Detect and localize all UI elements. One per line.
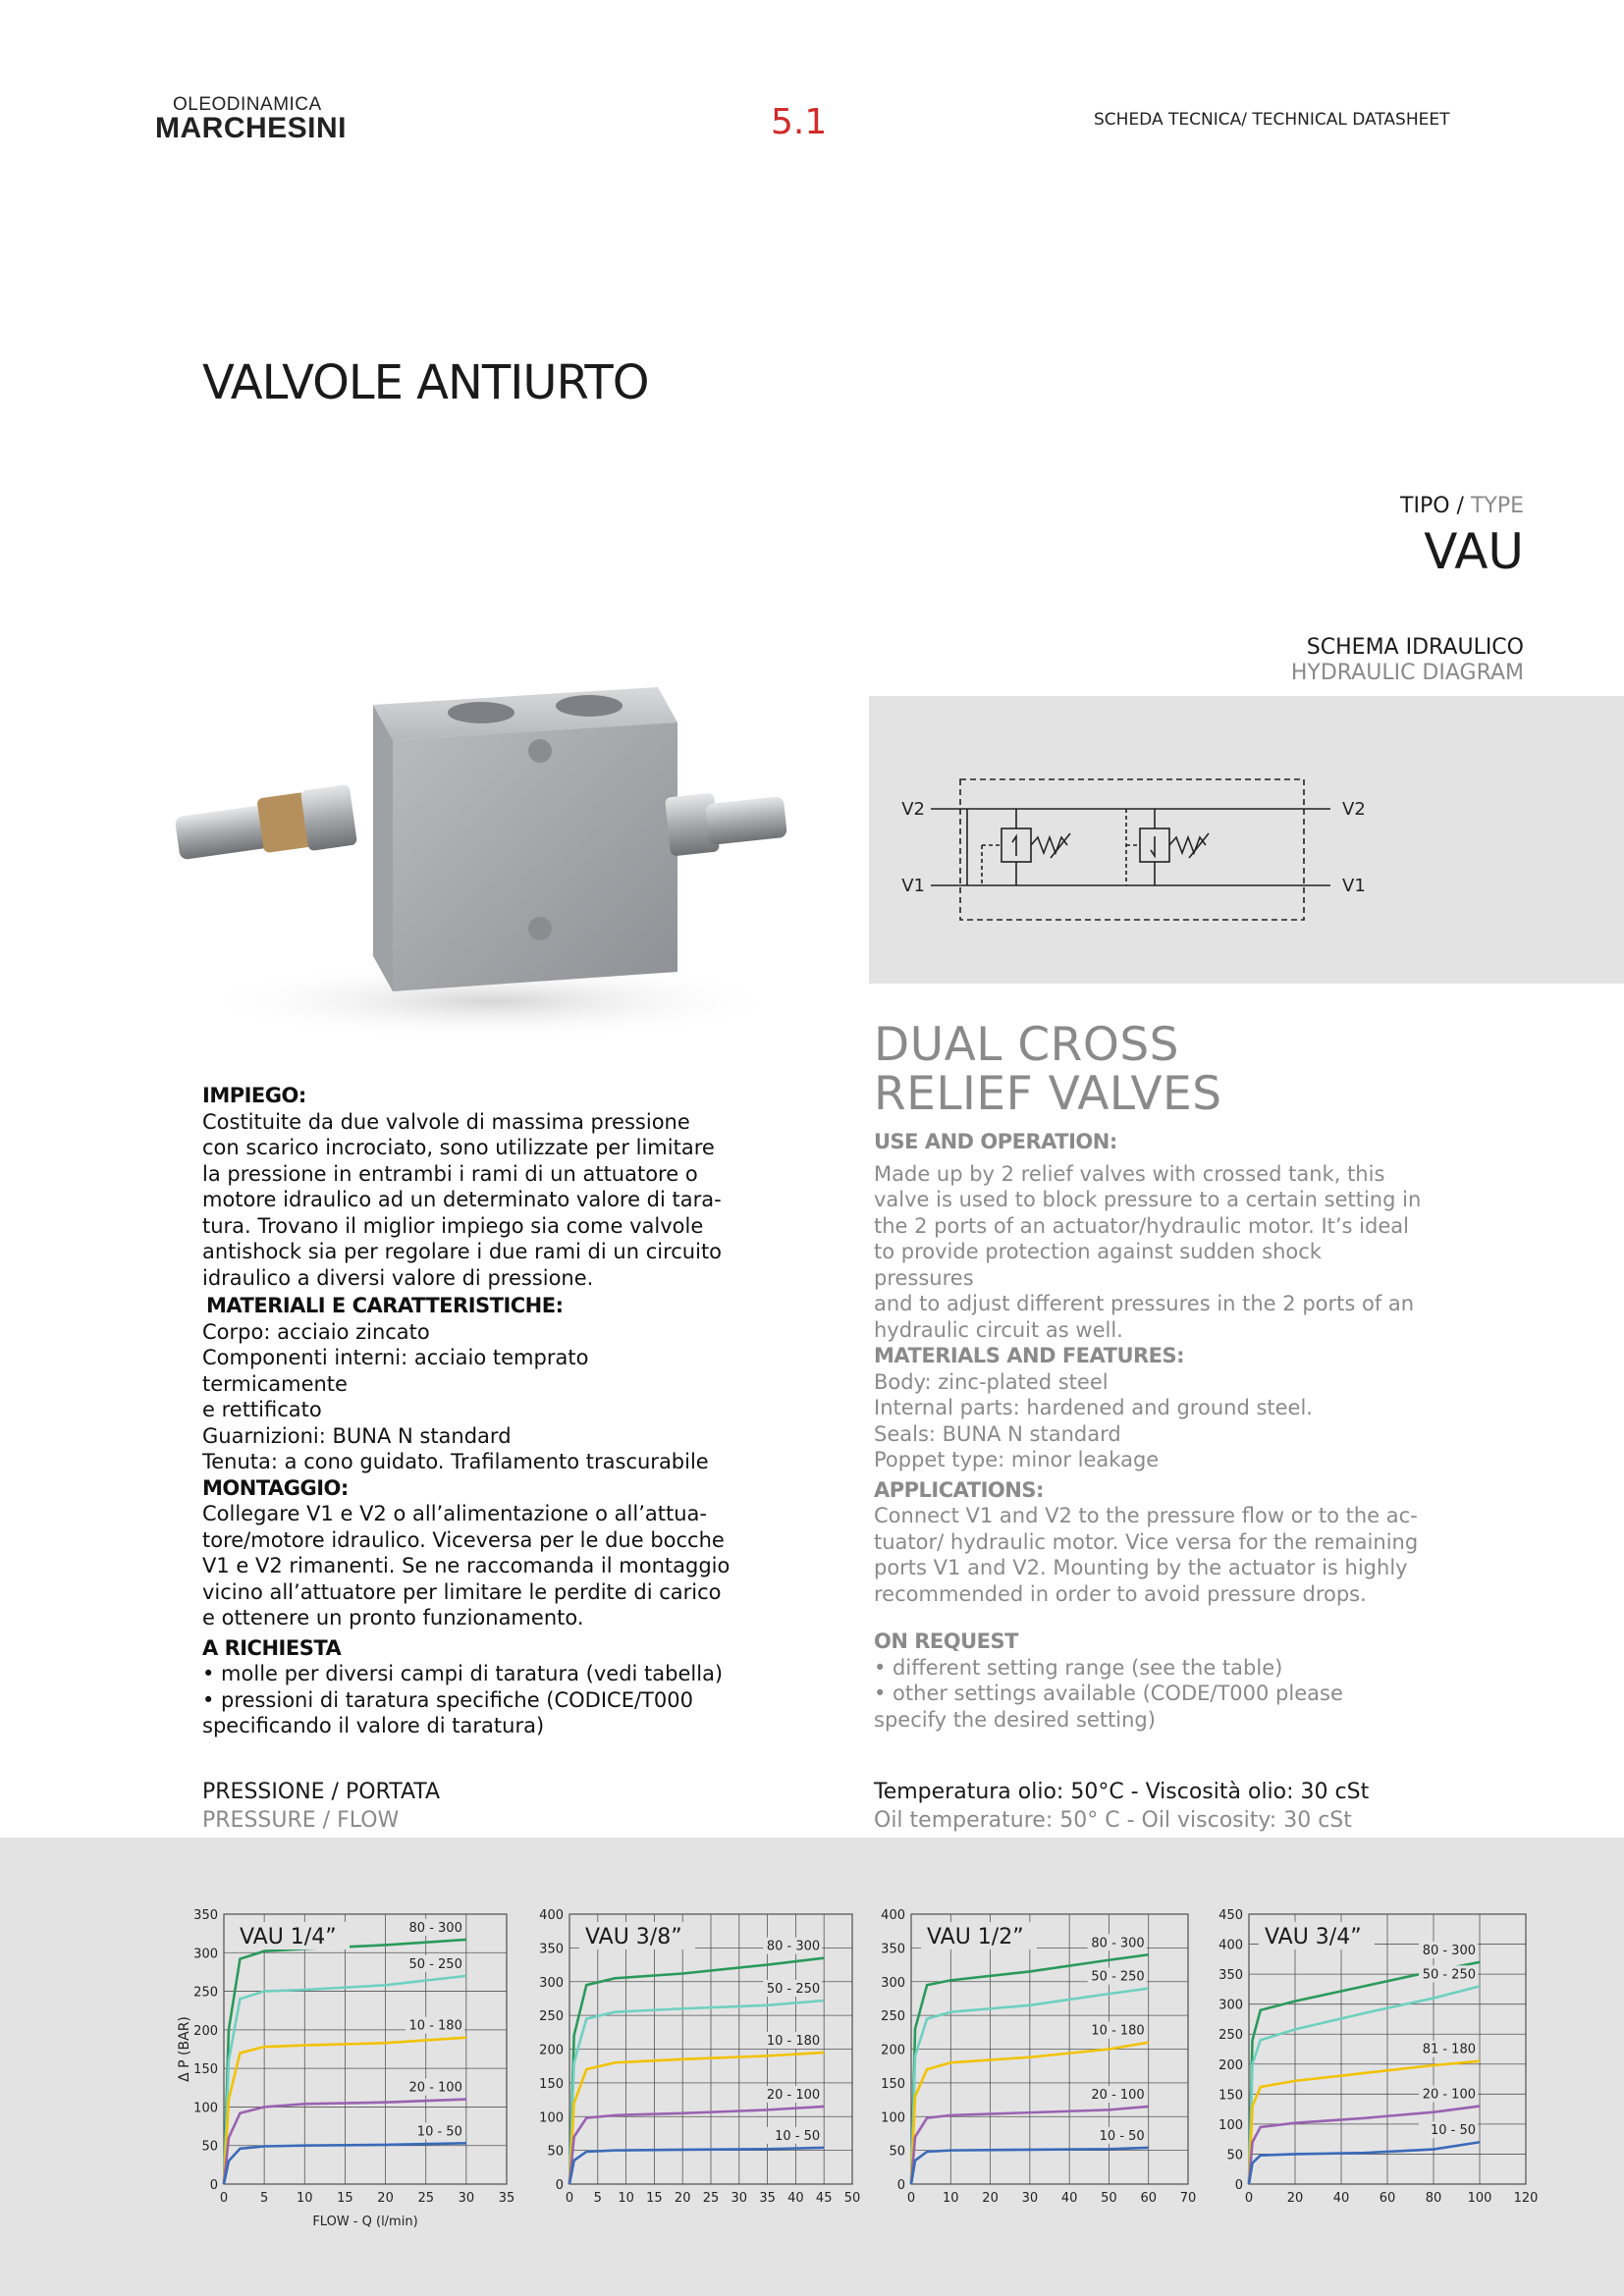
- chart-x-tick-label: 0: [1244, 2191, 1254, 2206]
- chart-series-label: 10 - 50: [775, 2128, 821, 2144]
- chart-y-tick-label: 200: [539, 2043, 564, 2058]
- valve1-spring: [1031, 837, 1067, 853]
- pressure-flow-it: PRESSIONE / PORTATA: [202, 1780, 441, 1804]
- chart-y-tick-label: 350: [1218, 1968, 1243, 1984]
- port-label-v1-right: V1: [1342, 876, 1366, 896]
- use-heading: USE AND OPERATION:: [874, 1130, 1117, 1153]
- chart-series-label: 50 - 250: [408, 1956, 462, 1972]
- chart-x-tick-label: 40: [1332, 2191, 1350, 2206]
- chart-y-tick-label: 250: [539, 2009, 564, 2025]
- tipo-label-it: TIPO /: [1400, 494, 1471, 518]
- chart-series-label: 50 - 250: [1422, 1967, 1476, 1983]
- chart-y-tick-label: 150: [1218, 2088, 1243, 2104]
- materiali-line: Guarnizioni: BUNA N standard: [202, 1423, 512, 1448]
- chart-series-label: 81 - 180: [1422, 2042, 1476, 2057]
- port-hole-2: [556, 695, 623, 717]
- chart-x-tick-label: 10: [943, 2191, 959, 2206]
- english-title-line1: DUAL CROSS: [874, 1018, 1180, 1072]
- materials-line: Seals: BUNA N standard: [874, 1421, 1121, 1446]
- impiego-line: antishock sia per regolare i due rami di un circuito: [202, 1240, 723, 1263]
- chart-y-tick-label: 300: [1218, 1998, 1243, 2013]
- chart-series-label: 80 - 300: [1091, 1936, 1145, 1951]
- valve-body-side: [373, 705, 393, 991]
- chart-title: VAU 3/8”: [585, 1925, 682, 1949]
- chart-y-tick-label: 150: [881, 2076, 905, 2092]
- chart-y-tick-label: 200: [1218, 2057, 1243, 2073]
- impiego-line: Costituite da due valvole di massima pressione: [202, 1109, 690, 1134]
- use-line: Made up by 2 relief valves with crossed tank, this: [874, 1161, 1385, 1186]
- chart-x-tick-label: 100: [1467, 2191, 1492, 2206]
- datasheet-label: SCHEDA TECNICA/ TECHNICAL DATASHEET: [1094, 110, 1450, 130]
- pressure-flow-charts: [0, 1838, 1624, 2296]
- type-label-en: TYPE: [1470, 494, 1524, 518]
- oil-conditions: [874, 1778, 1369, 1835]
- chart-y-tick-label: 150: [539, 2076, 564, 2092]
- chart-y-tick-label: 100: [539, 2110, 564, 2126]
- oil-conditions-it: Temperatura olio: 50°C - Viscosità olio: 30 cSt: [874, 1780, 1370, 1804]
- chart-y-tick-label: 200: [193, 2023, 218, 2039]
- english-title: [874, 1018, 1222, 1121]
- chart-x-tick-label: 10: [618, 2191, 634, 2206]
- montaggio-line: Collegare V1 e V2 o all’alimentazione o all’attua-: [202, 1502, 707, 1525]
- materiali-line: Corpo: acciaio zincato: [202, 1319, 430, 1344]
- schema-en: HYDRAULIC DIAGRAM: [1290, 661, 1524, 685]
- request-line: specify the desired setting): [874, 1707, 1156, 1732]
- richiesta-line: • molle per diversi campi di taratura (vedi tabella): [202, 1662, 724, 1685]
- materiali-line: Componenti interni: acciaio temprato termicamente: [202, 1346, 589, 1396]
- impiego-line: idraulico a diversi valore di pressione.: [202, 1265, 594, 1290]
- port-label-v1-left: V1: [901, 876, 925, 896]
- chart-series-label: 10 - 50: [1099, 2128, 1145, 2144]
- diagram-enclosure: [960, 779, 1304, 920]
- chart-x-tick-label: 35: [498, 2191, 515, 2206]
- materiali-line: Tenuta: a cono guidato. Trafilamento trascurabile: [202, 1450, 709, 1473]
- chart-title: VAU 3/4”: [1265, 1925, 1362, 1949]
- chart-y-tick-label: 0: [896, 2178, 905, 2193]
- chart-y-tick-label: 300: [539, 1975, 564, 1991]
- charts-band: [0, 1838, 1624, 2296]
- brand-top-text: OLEODINAMICA: [173, 94, 322, 115]
- chart-x-tick-label: 60: [1140, 2191, 1157, 2206]
- chart-title: VAU 1/2”: [927, 1925, 1024, 1949]
- pressure-flow-en: PRESSURE / FLOW: [202, 1808, 400, 1833]
- chart-x-tick-label: 30: [1021, 2191, 1039, 2206]
- chart-x-tick-label: 80: [1425, 2191, 1442, 2206]
- chart-x-axis-label: FLOW - Q (l/min): [312, 2215, 418, 2229]
- oil-conditions-en: Oil temperature: 50° C - Oil viscosity: 30 cSt: [874, 1808, 1352, 1833]
- montaggio-line: tore/motore idraulico. Viceversa per le due bocche: [202, 1527, 725, 1552]
- chart-series-label: 20 - 100: [766, 2087, 821, 2103]
- chart-y-tick-label: 250: [881, 2009, 905, 2025]
- chart-y-tick-label: 0: [1234, 2178, 1243, 2193]
- use-line: to provide protection against sudden shock pressures: [874, 1240, 1322, 1290]
- materials-line: Body: zinc-plated steel: [874, 1369, 1109, 1394]
- applications-line: Connect V1 and V2 to the pressure flow or to the ac-: [874, 1504, 1418, 1527]
- request-line: • different setting range (see the table): [874, 1655, 1283, 1680]
- chart-series-label: 50 - 250: [766, 1982, 821, 1997]
- chart-x-tick-label: 60: [1379, 2191, 1396, 2206]
- chart-y-tick-label: 250: [1218, 2028, 1243, 2044]
- chart-y-axis-label: Δ P (BAR): [177, 2016, 192, 2082]
- use-line: valve is used to block pressure to a certain setting in: [874, 1188, 1422, 1211]
- chart-title: VAU 1/4”: [240, 1925, 337, 1949]
- chart-x-tick-label: 10: [297, 2191, 313, 2206]
- materials-heading: MATERIALS AND FEATURES:: [874, 1344, 1185, 1367]
- chart-series-label: 10 - 180: [408, 2018, 462, 2034]
- chart-y-tick-label: 350: [539, 1942, 564, 1957]
- materiali-line: e rettificato: [202, 1398, 322, 1421]
- chart-y-tick-label: 50: [201, 2139, 218, 2155]
- english-title-line2: RELIEF VALVES: [874, 1067, 1222, 1121]
- montaggio-line: V1 e V2 rimanenti. Se ne raccomanda il montaggio: [202, 1554, 731, 1577]
- richiesta-line: specificando il valore di taratura): [202, 1714, 545, 1737]
- type-label: [1400, 494, 1524, 518]
- chart-x-tick-label: 30: [731, 2191, 748, 2206]
- chart-series-label: 10 - 180: [1091, 2023, 1145, 2039]
- chart-y-tick-label: 50: [889, 2144, 905, 2160]
- applications-line: recommended in order to avoid pressure drops.: [874, 1581, 1367, 1606]
- chart-x-tick-label: 120: [1513, 2191, 1539, 2206]
- chart-x-tick-label: 5: [593, 2191, 602, 2206]
- chart-x-tick-label: 20: [674, 2191, 691, 2206]
- chart-series-label: 10 - 180: [766, 2033, 821, 2049]
- valve-body-front: [393, 722, 677, 991]
- english-description: [874, 1129, 1424, 1733]
- chart-y-tick-label: 350: [881, 1942, 905, 1957]
- chart-y-tick-label: 0: [555, 2178, 564, 2193]
- chart-series-label: 10 - 50: [1430, 2123, 1476, 2139]
- chart-x-tick-label: 20: [1286, 2191, 1304, 2206]
- impiego-line: motore idraulico ad un determinato valore di tara-: [202, 1188, 722, 1211]
- chart-x-tick-label: 15: [646, 2191, 663, 2206]
- chart-series-label: 20 - 100: [1422, 2087, 1476, 2103]
- chart-y-tick-label: 250: [193, 1985, 218, 2001]
- italian-description: [202, 1083, 732, 1739]
- chart-x-tick-label: 40: [787, 2191, 804, 2206]
- brand-logo: MARCHESINI: [155, 112, 348, 144]
- chart-x-tick-label: 0: [219, 2191, 229, 2206]
- impiego-heading: IMPIEGO:: [202, 1084, 306, 1107]
- chart-x-tick-label: 50: [843, 2191, 861, 2206]
- hydraulic-diagram-panel: [869, 696, 1624, 984]
- chart-y-tick-label: 400: [539, 1908, 564, 1923]
- chart-x-tick-label: 25: [417, 2191, 434, 2206]
- chart-x-tick-label: 25: [702, 2191, 720, 2206]
- chart-x-tick-label: 0: [906, 2191, 916, 2206]
- chart-x-tick-label: 70: [1179, 2191, 1197, 2206]
- chart-y-tick-label: 300: [193, 1947, 218, 1962]
- chart-series-label: 80 - 300: [408, 1920, 462, 1936]
- chart-y-tick-label: 400: [1218, 1938, 1243, 1953]
- chart-y-tick-label: 400: [881, 1908, 905, 1923]
- impiego-line: la pressione in entrambi i rami di un attuatore o: [202, 1161, 698, 1186]
- materiali-heading: MATERIALI E CARATTERISTICHE:: [206, 1294, 564, 1317]
- materials-line: Poppet type: minor leakage: [874, 1448, 1160, 1471]
- request-heading: ON REQUEST: [874, 1629, 1018, 1653]
- impiego-line: tura. Trovano il miglior impiego sia come valvole: [202, 1213, 704, 1238]
- hydraulic-diagram: [869, 696, 1624, 984]
- chart-x-tick-label: 35: [759, 2191, 776, 2206]
- chart-y-tick-label: 200: [881, 2043, 905, 2058]
- chart-series-label: 50 - 250: [1091, 1969, 1145, 1985]
- materials-line: Internal parts: hardened and ground steel.: [874, 1396, 1313, 1419]
- chart-x-tick-label: 20: [982, 2191, 999, 2206]
- chart-series-label: 10 - 50: [416, 2124, 462, 2140]
- chart-y-tick-label: 50: [547, 2144, 564, 2160]
- chart-x-tick-label: 5: [260, 2191, 269, 2206]
- chart-x-tick-label: 50: [1101, 2191, 1117, 2206]
- use-line: the 2 ports of an actuator/hydraulic motor. It’s ideal: [874, 1213, 1409, 1238]
- montaggio-heading: MONTAGGIO:: [202, 1475, 349, 1500]
- use-line: and to adjust different pressures in the 2 ports of an: [874, 1292, 1415, 1315]
- request-line: • other settings available (CODE/T000 please: [874, 1682, 1343, 1705]
- chart-x-tick-label: 45: [815, 2191, 833, 2206]
- chart-y-tick-label: 350: [193, 1908, 218, 1923]
- chart-y-tick-label: 100: [881, 2110, 905, 2126]
- schema-heading: [1291, 635, 1524, 686]
- chart-series-label: 20 - 100: [1091, 2087, 1145, 2103]
- chart-y-tick-label: 100: [1218, 2117, 1243, 2133]
- chart-x-tick-label: 30: [458, 2191, 475, 2206]
- chart-series-label: 80 - 300: [1422, 1943, 1476, 1958]
- applications-line: tuator/ hydraulic motor. Vice versa for the remaining: [874, 1529, 1419, 1554]
- schema-it: SCHEMA IDRAULICO: [1306, 635, 1524, 660]
- montaggio-line: vicino all’attuatore per limitare le perdite di carico: [202, 1579, 722, 1604]
- chart-y-tick-label: 450: [1218, 1908, 1243, 1923]
- chart-y-tick-label: 100: [193, 2101, 218, 2116]
- chart-series-label: 20 - 100: [408, 2080, 462, 2096]
- montaggio-line: e ottenere un pronto funzionamento.: [202, 1606, 584, 1629]
- page-title: VALVOLE ANTIURTO: [202, 355, 649, 410]
- valve2-spring: [1169, 837, 1206, 853]
- chart-x-tick-label: 0: [565, 2191, 574, 2206]
- port-hole-1: [448, 702, 514, 723]
- type-code: VAU: [1424, 523, 1524, 580]
- chart-series-label: 80 - 300: [766, 1939, 821, 1954]
- richiesta-heading: A RICHIESTA: [202, 1635, 342, 1660]
- port-label-v2-left: V2: [901, 799, 925, 820]
- chart-x-tick-label: 15: [337, 2191, 353, 2206]
- use-line: hydraulic circuit as well.: [874, 1317, 1123, 1342]
- chart-y-tick-label: 50: [1226, 2148, 1243, 2163]
- chart-x-tick-label: 40: [1060, 2191, 1078, 2206]
- chart-y-tick-label: 0: [209, 2178, 218, 2193]
- applications-heading: APPLICATIONS:: [874, 1477, 1044, 1502]
- chart-y-tick-label: 300: [881, 1975, 905, 1991]
- richiesta-line: • pressioni di taratura specifiche (CODICE/T000: [202, 1687, 693, 1712]
- product-image: [167, 677, 805, 1041]
- chart-x-tick-label: 20: [377, 2191, 394, 2206]
- chart-y-tick-label: 150: [193, 2062, 218, 2078]
- impiego-line: con scarico incrociato, sono utilizzate per limitare: [202, 1136, 715, 1159]
- pressure-flow-heading: [202, 1778, 440, 1835]
- port-label-v2-right: V2: [1342, 799, 1366, 820]
- section-number: 5.1: [771, 102, 828, 142]
- applications-line: ports V1 and V2. Mounting by the actuator is highly: [874, 1556, 1408, 1579]
